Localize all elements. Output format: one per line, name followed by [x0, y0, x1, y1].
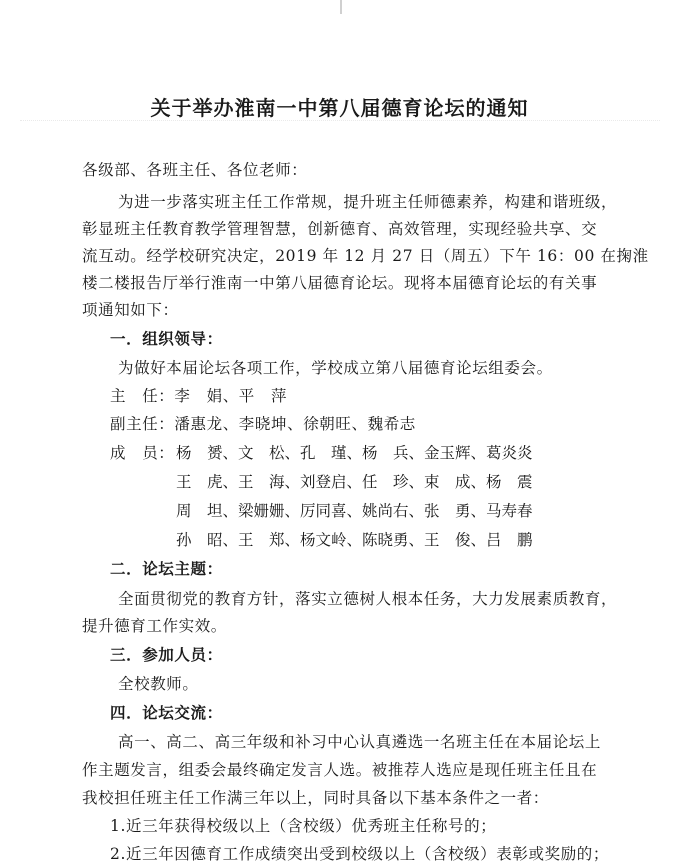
- director-row: [110, 384, 287, 406]
- section4-line-2: 作主题发言，组委会最终确定发言人选。被推荐人选应是现任班主任且在: [82, 761, 598, 779]
- member-name: 王 虎、: [176, 473, 239, 491]
- members-label: 成 员：: [110, 444, 175, 462]
- section3-heading: 三．参加人员：: [110, 646, 223, 664]
- intro-line-5: 项通知如下：: [82, 301, 179, 319]
- member-name: 王 俊、: [424, 531, 487, 549]
- section2-heading: 二．论坛主题：: [110, 560, 223, 578]
- section1-text: 为做好本届论坛各项工作，学校成立第八届德育论坛组委会。: [118, 359, 553, 377]
- section4-heading: 四．论坛交流：: [110, 704, 223, 722]
- intro-line-3: 流互动。经学校研究决定，2019 年 12 月 27 日（周五）下午 16：00 在掬淮: [82, 247, 649, 265]
- members-row: [176, 528, 548, 550]
- intro-line-2: 彰显班主任教育教学管理智慧，创新德育、高效管理，实现经验共享、交: [82, 220, 598, 238]
- member-name: 杨 赟、: [176, 444, 239, 462]
- member-name: 杨 兵、: [362, 444, 425, 462]
- section2-line-1: 全面贯彻党的教育方针，落实立德树人根本任务，大力发展素质教育，: [118, 590, 618, 608]
- member-name: 周 坦、: [176, 502, 239, 520]
- director-names: 李 娟、平 萍: [174, 387, 288, 405]
- section4-line-3: 我校担任班主任工作满三年以上，同时具备以下基本条件之一者：: [82, 789, 549, 807]
- section4-line-1: 高一、高二、高三年级和补习中心认真遴选一名班主任在本届论坛上: [118, 733, 602, 751]
- section3-text: 全校教师。: [118, 675, 199, 693]
- deputy-label: 副主任：: [110, 415, 175, 433]
- member-name: 金玉辉、: [424, 444, 487, 462]
- member-name: 梁姗姗、: [238, 502, 301, 520]
- member-name: 孙 昭、: [176, 531, 239, 549]
- section1-heading: 一．组织领导：: [110, 330, 223, 348]
- member-name: 姚尚右、: [362, 502, 425, 520]
- deputy-row: [110, 412, 416, 434]
- director-label: 主 任：: [110, 387, 175, 405]
- member-name: 束 成、: [424, 473, 487, 491]
- scan-mark: [340, 0, 342, 14]
- section2-line-2: 提升德育工作实效。: [82, 617, 227, 635]
- member-name: 厉同喜、: [300, 502, 363, 520]
- member-name: 孔 瑾、: [300, 444, 363, 462]
- members-row: [176, 470, 548, 492]
- member-name: 王 郑、: [238, 531, 301, 549]
- member-name: 刘登启、: [300, 473, 363, 491]
- member-name: 马寿春: [486, 502, 533, 520]
- member-name: 吕 鹏: [486, 531, 533, 549]
- greeting: 各级部、各班主任、各位老师：: [82, 161, 308, 179]
- members-row: [176, 441, 548, 463]
- member-name: 任 珍、: [362, 473, 425, 491]
- section4-item-2: 2.近三年因德育工作成绩突出受到校级以上（含校级）表彰或奖励的；: [110, 845, 609, 863]
- member-name: 陈晓勇、: [362, 531, 425, 549]
- intro-line-4: 楼二楼报告厅举行淮南一中第八届德育论坛。现将本届德育论坛的有关事: [82, 274, 598, 292]
- member-name: 葛炎炎: [486, 444, 533, 462]
- section4-item-1: 1.近三年获得校级以上（含校级）优秀班主任称号的；: [110, 817, 497, 835]
- bleed-through-text: [20, 120, 660, 135]
- member-name: 张 勇、: [424, 502, 487, 520]
- member-name: 王 海、: [238, 473, 301, 491]
- member-name: 杨 震: [486, 473, 533, 491]
- member-name: 文 松、: [238, 444, 301, 462]
- members-row: [176, 499, 548, 521]
- member-name: 杨文岭、: [300, 531, 363, 549]
- document-title: 关于举办淮南一中第八届德育论坛的通知: [150, 96, 529, 120]
- deputy-names: 潘惠龙、李晓坤、徐朝旺、魏希志: [174, 415, 416, 433]
- intro-line-1: 为进一步落实班主任工作常规，提升班主任师德素养，构建和谐班级，: [118, 193, 618, 211]
